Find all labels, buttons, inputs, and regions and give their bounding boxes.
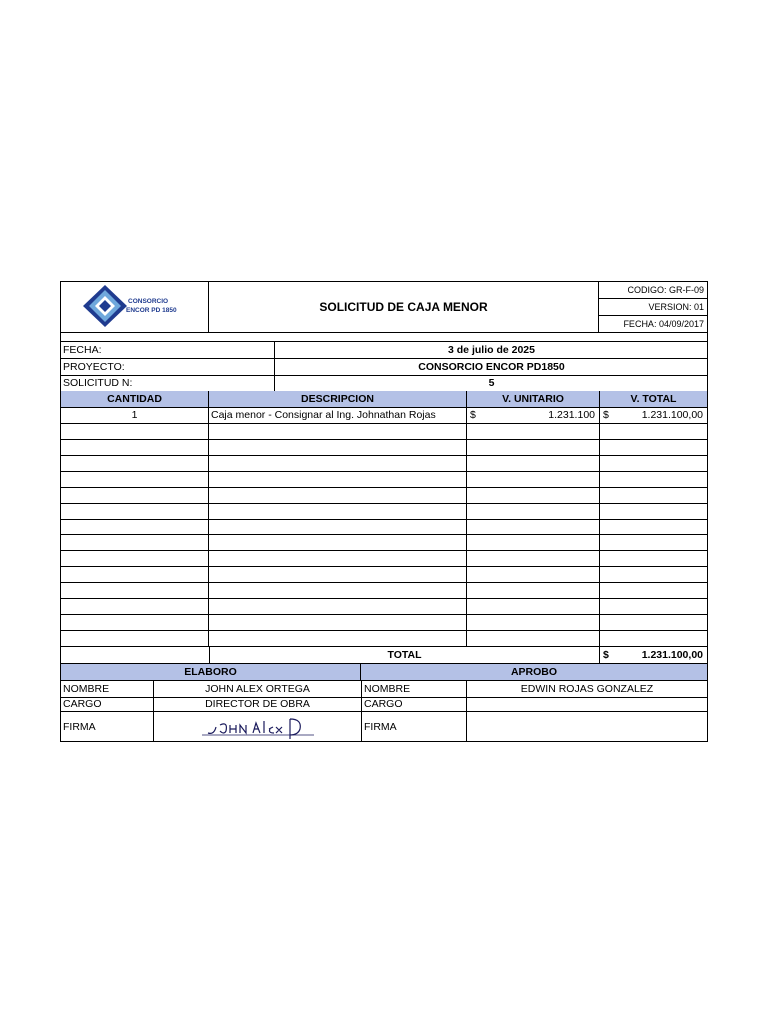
document-meta xyxy=(599,282,707,332)
logo-diamond-icon xyxy=(61,282,208,332)
v-total-cell xyxy=(600,456,707,471)
table-row xyxy=(61,456,707,472)
handwritten-signature xyxy=(198,713,318,741)
descripcion-cell: Caja menor - Consignar al Ing. Johnathan Rojas xyxy=(209,408,467,423)
v-unitario-cell xyxy=(467,615,600,630)
table-row xyxy=(61,599,707,615)
v-total-cell xyxy=(600,567,707,582)
cantidad-cell xyxy=(61,456,209,471)
form-header xyxy=(61,282,707,333)
logo-line2: ENCOR PD 1850 xyxy=(126,307,177,314)
v-total-amount: 1.231.100,00 xyxy=(641,409,703,421)
table-row xyxy=(61,535,707,551)
cantidad-cell xyxy=(61,599,209,614)
form-title: SOLICITUD DE CAJA MENOR xyxy=(209,282,599,332)
descripcion-cell xyxy=(209,504,467,519)
header-v-total: V. TOTAL xyxy=(630,393,677,405)
v-unitario-cell xyxy=(467,599,600,614)
v-total-cell xyxy=(600,424,707,439)
cantidad-cell xyxy=(61,631,209,646)
total-row xyxy=(61,647,707,664)
cantidad-cell: 1 xyxy=(61,408,209,423)
v-total-cell xyxy=(600,408,707,423)
aprobo-cargo xyxy=(467,697,707,711)
descripcion-cell xyxy=(209,424,467,439)
header-v-unitario: V. UNITARIO xyxy=(467,391,600,407)
v-unitario-cell xyxy=(467,551,600,566)
table-row xyxy=(61,472,707,488)
v-unitario-cell xyxy=(467,424,600,439)
v-unitario-cell xyxy=(467,535,600,550)
signature-header xyxy=(61,664,707,681)
cantidad-cell xyxy=(61,472,209,487)
v-unitario-cell xyxy=(467,631,600,646)
v-unitario-cell xyxy=(467,583,600,598)
cantidad-cell xyxy=(61,424,209,439)
total-value-cell xyxy=(600,647,707,663)
nombre-label-right: NOMBRE xyxy=(362,681,467,697)
header-cantidad: CANTIDAD xyxy=(61,391,209,407)
total-label: TOTAL xyxy=(209,647,600,663)
proyecto-value: CONSORCIO ENCOR PD1850 xyxy=(418,361,565,373)
table-row xyxy=(61,520,707,536)
nombre-row xyxy=(61,681,707,698)
logo-line1: CONSORCIO xyxy=(128,298,169,305)
v-total-cell xyxy=(600,504,707,519)
v-total-cell xyxy=(600,551,707,566)
solicitud-row xyxy=(61,375,707,392)
company-logo xyxy=(61,282,209,332)
currency-symbol: $ xyxy=(470,409,476,421)
table-row xyxy=(61,583,707,599)
table-row xyxy=(61,631,707,647)
table-row xyxy=(61,488,707,504)
descripcion-cell xyxy=(209,599,467,614)
elaboro-nombre: JOHN ALEX ORTEGA xyxy=(154,681,362,697)
currency-symbol: $ xyxy=(603,409,609,421)
descripcion-cell xyxy=(209,631,467,646)
table-row xyxy=(61,504,707,520)
descripcion-cell xyxy=(209,472,467,487)
firma-label-left: FIRMA xyxy=(61,712,154,741)
table-row xyxy=(61,615,707,631)
header-descripcion: DESCRIPCION xyxy=(209,391,467,407)
descripcion-cell xyxy=(209,583,467,598)
cantidad-cell xyxy=(61,551,209,566)
fecha-doc-text: FECHA: 04/09/2017 xyxy=(623,319,704,329)
v-unitario-cell xyxy=(467,472,600,487)
total-amount: 1.231.100,00 xyxy=(641,649,703,661)
v-unitario-cell xyxy=(467,408,600,423)
v-unitario-cell xyxy=(467,456,600,471)
total-currency: $ xyxy=(603,649,609,661)
cargo-label-left: CARGO xyxy=(61,697,154,711)
v-unitario-amount: 1.231.100 xyxy=(548,409,595,421)
solicitud-value: 5 xyxy=(488,377,495,389)
table-row xyxy=(61,408,707,424)
v-unitario-cell xyxy=(467,488,600,503)
v-unitario-cell xyxy=(467,567,600,582)
cantidad-cell xyxy=(61,567,209,582)
fecha-label: FECHA: xyxy=(61,342,275,358)
cantidad-cell xyxy=(61,504,209,519)
descripcion-cell xyxy=(209,535,467,550)
spacer-row xyxy=(61,333,707,342)
proyecto-row xyxy=(61,359,707,376)
table-row xyxy=(61,551,707,567)
descripcion-cell xyxy=(209,488,467,503)
v-unitario-cell xyxy=(467,440,600,455)
firma-label-right: FIRMA xyxy=(362,712,467,741)
v-total-cell xyxy=(600,583,707,598)
caja-menor-form xyxy=(60,281,708,742)
cantidad-cell xyxy=(61,488,209,503)
solicitud-label: SOLICITUD N: xyxy=(61,375,275,391)
fecha-row xyxy=(61,342,707,359)
v-unitario-cell xyxy=(467,520,600,535)
v-total-cell xyxy=(600,488,707,503)
version-text: VERSION: 01 xyxy=(599,299,707,316)
v-total-cell xyxy=(600,535,707,550)
descripcion-cell xyxy=(209,567,467,582)
v-total-cell xyxy=(600,440,707,455)
v-total-cell xyxy=(600,599,707,614)
descripcion-cell xyxy=(209,520,467,535)
items-table-header xyxy=(61,391,707,408)
elaboro-cargo: DIRECTOR DE OBRA xyxy=(154,697,362,711)
codigo-text: CODIGO: GR-F-09 xyxy=(599,282,707,299)
cantidad-cell xyxy=(61,440,209,455)
aprobo-label: APROBO xyxy=(510,666,558,678)
cantidad-cell xyxy=(61,583,209,598)
aprobo-nombre: EDWIN ROJAS GONZALEZ xyxy=(520,683,654,695)
v-total-cell xyxy=(600,520,707,535)
descripcion-cell xyxy=(209,551,467,566)
table-row xyxy=(61,424,707,440)
cargo-row xyxy=(61,697,707,712)
elaboro-label: ELABORO xyxy=(61,664,361,680)
elaboro-firma xyxy=(154,712,362,741)
descripcion-cell xyxy=(209,456,467,471)
table-row xyxy=(61,567,707,583)
nombre-label-left: NOMBRE xyxy=(61,681,154,697)
proyecto-label: PROYECTO: xyxy=(61,359,275,375)
table-row xyxy=(61,440,707,456)
cargo-label-right: CARGO xyxy=(362,697,467,711)
firma-row xyxy=(61,712,707,741)
descripcion-cell xyxy=(209,615,467,630)
v-unitario-cell xyxy=(467,504,600,519)
aprobo-firma xyxy=(467,712,707,741)
v-total-cell xyxy=(600,631,707,646)
cantidad-cell xyxy=(61,615,209,630)
cantidad-cell xyxy=(61,535,209,550)
v-total-cell xyxy=(600,615,707,630)
fecha-value: 3 de julio de 2025 xyxy=(448,344,535,356)
cantidad-cell xyxy=(61,520,209,535)
descripcion-cell xyxy=(209,440,467,455)
v-total-cell xyxy=(600,472,707,487)
